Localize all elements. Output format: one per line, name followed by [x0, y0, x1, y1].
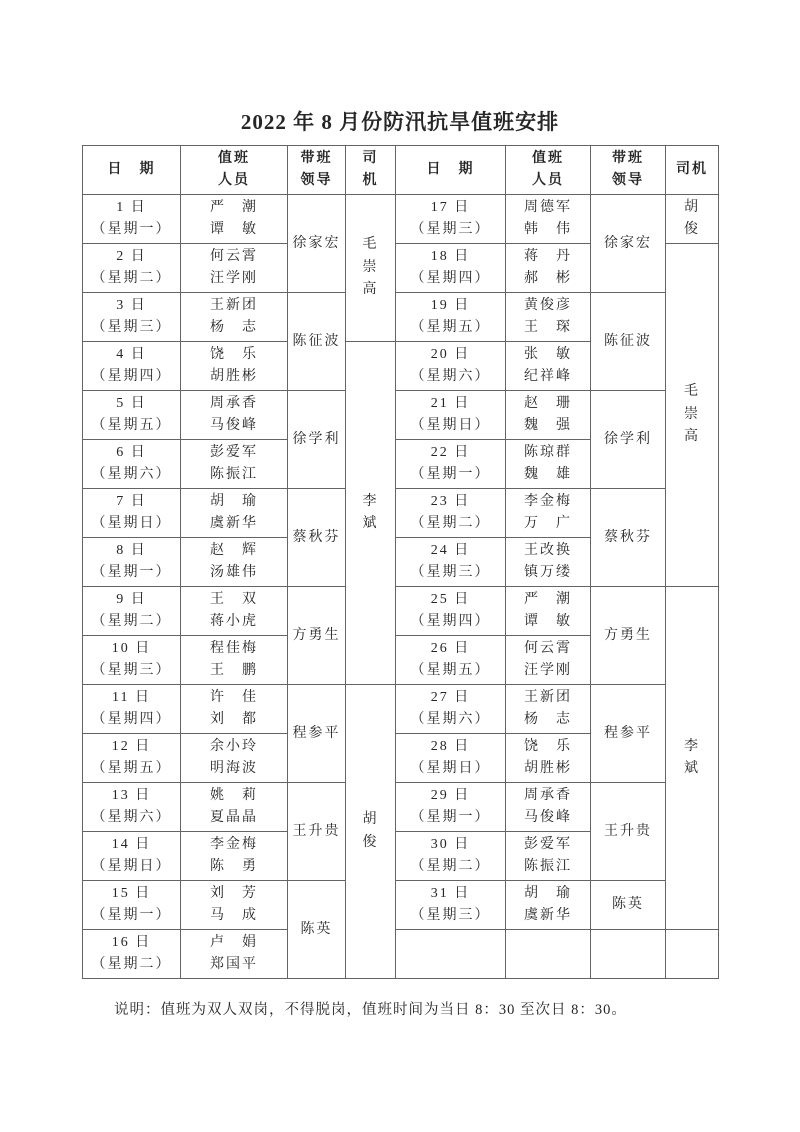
driver-cell [666, 930, 719, 979]
cell-line: 带班 [300, 151, 333, 167]
cell-line: 赵 辉 [210, 543, 258, 559]
cell-line: 机 [362, 173, 379, 188]
cell-line: 2 日 [116, 249, 147, 265]
cell-line: 17 日 [430, 200, 471, 216]
date-cell [83, 783, 181, 832]
cell-line: （星期六） [91, 810, 172, 825]
leader-cell: 徐学利 [591, 391, 666, 489]
cell-line: 王 双 [210, 592, 258, 608]
staff-cell [181, 440, 288, 489]
cell-line: 严 潮 [210, 200, 258, 216]
date-cell [396, 195, 506, 244]
cell-line: 带班 [612, 151, 644, 167]
date-cell [396, 391, 506, 440]
column-header [396, 146, 506, 195]
cell-line: 王 琛 [524, 320, 572, 335]
table-row [83, 587, 719, 636]
header-row [83, 146, 719, 195]
leader-cell: 徐家宏 [288, 195, 346, 293]
cell-line: 程佳梅 [210, 641, 258, 657]
driver-cell [666, 195, 719, 244]
cell-line: 12 日 [111, 739, 152, 755]
cell-line: （星期五） [410, 320, 491, 335]
driver-cell [346, 342, 396, 685]
staff-cell [506, 342, 591, 391]
cell-line: 13 日 [111, 788, 152, 804]
table-row [83, 685, 719, 734]
date-cell [83, 293, 181, 342]
table-row [83, 293, 719, 342]
cell-line: （星期日） [410, 418, 491, 433]
cell-line: 司 [362, 151, 379, 167]
date-cell [396, 783, 506, 832]
cell-line: 胡胜彬 [524, 761, 572, 776]
date-cell [83, 587, 181, 636]
cell-line: 胡胜彬 [210, 369, 258, 384]
cell-line: （星期二） [410, 859, 491, 874]
cell-line: 卢 娟 [210, 935, 258, 951]
cell-line: 汤雄伟 [210, 565, 258, 580]
cell-line: 人员 [532, 173, 564, 188]
cell-line: 1 日 [116, 200, 147, 216]
cell-line: 魏 雄 [524, 467, 572, 482]
cell-line: 9 日 [116, 592, 147, 608]
cell-line: 刘 都 [210, 712, 258, 727]
table-header [83, 146, 719, 195]
staff-cell [506, 734, 591, 783]
cell-line: （星期二） [91, 271, 172, 286]
date-cell [396, 293, 506, 342]
staff-cell [181, 881, 288, 930]
cell-line: （星期一） [410, 467, 491, 482]
cell-line: 陈 勇 [210, 859, 258, 874]
leader-cell: 徐家宏 [591, 195, 666, 293]
cell-line: 10 日 [111, 641, 152, 657]
staff-cell [506, 636, 591, 685]
table-body [83, 195, 719, 979]
cell-line: 3 日 [116, 298, 147, 314]
staff-cell [181, 636, 288, 685]
cell-line: 29 日 [430, 788, 471, 804]
cell-line: 姚 莉 [210, 788, 258, 804]
cell-line: 高 [684, 429, 700, 445]
cell-line: 30 日 [430, 837, 471, 853]
cell-line: （星期六） [410, 712, 491, 727]
cell-line: （星期一） [410, 810, 491, 825]
cell-line: 郝 彬 [524, 271, 572, 286]
cell-line: （星期四） [91, 712, 172, 727]
staff-cell [506, 783, 591, 832]
table-row [83, 489, 719, 538]
cell-line: 胡 瑜 [524, 886, 572, 902]
cell-line: （星期一） [91, 908, 172, 923]
cell-line: 严 潮 [524, 592, 572, 608]
cell-line: （星期二） [91, 957, 172, 972]
column-header [83, 146, 181, 195]
cell-line: 彭爱军 [524, 837, 572, 853]
cell-line: 陈琼群 [524, 445, 572, 461]
staff-cell [181, 244, 288, 293]
staff-cell [506, 293, 591, 342]
cell-line: 杨 志 [524, 712, 572, 727]
date-cell [83, 244, 181, 293]
cell-line: （星期四） [410, 271, 491, 286]
leader-cell: 方勇生 [288, 587, 346, 685]
date-cell [396, 489, 506, 538]
cell-line: （星期三） [410, 565, 491, 580]
cell-line: （星期三） [410, 908, 491, 923]
date-cell [83, 342, 181, 391]
table-row [83, 930, 719, 979]
date-cell [396, 685, 506, 734]
cell-line: 王新团 [210, 298, 258, 314]
cell-line: 日 期 [107, 162, 156, 178]
staff-cell [506, 930, 591, 979]
cell-line: 毛 [362, 237, 379, 253]
cell-line: 22 日 [430, 445, 471, 461]
cell-line: 余小玲 [210, 739, 258, 755]
column-header [666, 146, 719, 195]
cell-line: 陈振江 [524, 859, 572, 874]
leader-cell: 蔡秋芬 [591, 489, 666, 587]
cell-line: 16 日 [111, 935, 152, 951]
table-row [83, 195, 719, 244]
cell-line: （星期一） [91, 222, 172, 237]
cell-line: 24 日 [430, 543, 471, 559]
staff-cell [506, 685, 591, 734]
staff-cell [181, 391, 288, 440]
cell-line: 谭 敏 [210, 222, 258, 237]
cell-line: 俊 [684, 222, 700, 237]
leader-cell: 陈英 [288, 881, 346, 979]
cell-line: 李 [362, 493, 379, 509]
cell-line: （星期五） [91, 418, 172, 433]
date-cell [83, 440, 181, 489]
cell-line: 陈振江 [210, 467, 258, 482]
column-header [181, 146, 288, 195]
date-cell [396, 881, 506, 930]
cell-line: 蒋 丹 [524, 249, 572, 265]
cell-line: 纪祥峰 [524, 369, 572, 384]
cell-line: 4 日 [116, 347, 147, 363]
table-row [83, 783, 719, 832]
cell-line: （星期二） [91, 614, 172, 629]
cell-line: 何云霄 [524, 641, 572, 657]
staff-cell [506, 195, 591, 244]
date-cell [83, 930, 181, 979]
cell-line: 刘 芳 [210, 886, 258, 902]
cell-line: 马俊峰 [524, 810, 572, 825]
staff-cell [181, 342, 288, 391]
date-cell [83, 195, 181, 244]
cell-line: （星期三） [91, 320, 172, 335]
cell-line: 20 日 [430, 347, 471, 363]
cell-line: （星期四） [91, 369, 172, 384]
date-cell [396, 342, 506, 391]
cell-line: 俊 [362, 834, 379, 850]
cell-line: 胡 [684, 199, 700, 215]
driver-cell [666, 587, 719, 930]
cell-line: 斌 [684, 761, 700, 776]
note-text: 说明：值班为双人双岗，不得脱岗，值班时间为当日 8：30 至次日 8：30。 [114, 1002, 627, 1018]
column-header [591, 146, 666, 195]
date-cell [396, 538, 506, 587]
cell-line: 值班 [218, 151, 250, 167]
table-row [83, 881, 719, 930]
staff-cell [181, 930, 288, 979]
cell-line: 领导 [612, 173, 644, 188]
cell-line: 王 鹏 [210, 663, 258, 678]
staff-cell [506, 489, 591, 538]
cell-line: 毛 [684, 384, 700, 400]
cell-line: （星期三） [91, 663, 172, 678]
cell-line: 司机 [676, 162, 708, 178]
cell-line: 19 日 [430, 298, 471, 314]
staff-cell [181, 489, 288, 538]
cell-line: 马俊峰 [210, 418, 258, 433]
cell-line: 周承香 [524, 788, 572, 804]
cell-line: （星期日） [91, 516, 172, 531]
cell-line: 彭爱军 [210, 445, 258, 461]
cell-line: （星期四） [410, 614, 491, 629]
cell-line: 斌 [362, 516, 379, 531]
cell-line: 王改换 [524, 543, 572, 559]
cell-line: 7 日 [116, 494, 147, 510]
cell-line: （星期六） [91, 467, 172, 482]
date-cell [396, 636, 506, 685]
column-header [506, 146, 591, 195]
table-row [83, 391, 719, 440]
cell-line: 31 日 [430, 886, 471, 902]
page-title: 2022 年 8 月份防汛抗旱值班安排 [240, 110, 560, 134]
cell-line: 马 成 [210, 908, 258, 923]
cell-line: 27 日 [430, 690, 471, 706]
cell-line: 谭 敏 [524, 614, 572, 629]
staff-cell [181, 832, 288, 881]
date-cell [83, 489, 181, 538]
leader-cell: 陈英 [591, 881, 666, 930]
cell-line: 领导 [300, 173, 333, 188]
staff-cell [506, 538, 591, 587]
cell-line: （星期日） [410, 761, 491, 776]
staff-cell [506, 881, 591, 930]
cell-line: 21 日 [430, 396, 471, 412]
cell-line: 15 日 [111, 886, 152, 902]
cell-line: 虞新华 [210, 516, 258, 531]
cell-line: （星期五） [91, 761, 172, 776]
cell-line: 崇 [684, 406, 700, 422]
date-cell [83, 881, 181, 930]
cell-line: 韩 伟 [524, 222, 572, 237]
cell-line: 王新团 [524, 690, 572, 706]
cell-line: 郑国平 [210, 957, 258, 972]
leader-cell: 蔡秋芬 [288, 489, 346, 587]
column-header [288, 146, 346, 195]
date-cell [83, 636, 181, 685]
cell-line: 崇 [362, 259, 379, 275]
cell-line: 周德军 [524, 200, 572, 216]
cell-line: 明海波 [210, 761, 258, 776]
cell-line: 李金梅 [524, 494, 572, 510]
cell-line: 25 日 [430, 592, 471, 608]
cell-line: 周承香 [210, 396, 258, 412]
date-cell [396, 734, 506, 783]
cell-line: （星期五） [410, 663, 491, 678]
cell-line: 日 期 [426, 162, 475, 178]
date-cell [396, 832, 506, 881]
cell-line: （星期日） [91, 859, 172, 874]
staff-cell [181, 195, 288, 244]
cell-line: 蒋小虎 [210, 614, 258, 629]
cell-line: 28 日 [430, 739, 471, 755]
staff-cell [181, 685, 288, 734]
driver-cell [666, 244, 719, 587]
column-header [346, 146, 396, 195]
date-cell [83, 832, 181, 881]
staff-cell [506, 587, 591, 636]
date-cell [83, 391, 181, 440]
staff-cell [181, 783, 288, 832]
date-cell [83, 685, 181, 734]
leader-cell [591, 930, 666, 979]
cell-line: 值班 [532, 151, 564, 167]
cell-line: 夏晶晶 [210, 810, 258, 825]
cell-line: 14 日 [111, 837, 152, 853]
cell-line: 饶 乐 [524, 739, 572, 755]
cell-line: 李 [684, 738, 700, 754]
cell-line: （星期一） [91, 565, 172, 580]
cell-line: 胡 瑜 [210, 494, 258, 510]
cell-line: 李金梅 [210, 837, 258, 853]
staff-cell [181, 734, 288, 783]
staff-cell [506, 244, 591, 293]
date-cell [396, 930, 506, 979]
date-cell [83, 538, 181, 587]
leader-cell: 王升贵 [288, 783, 346, 881]
cell-line: 魏 强 [524, 418, 572, 433]
driver-cell [346, 685, 396, 979]
cell-line: 6 日 [116, 445, 147, 461]
staff-cell [181, 538, 288, 587]
cell-line: （星期二） [410, 516, 491, 531]
cell-line: 张 敏 [524, 347, 572, 363]
cell-line: 汪学刚 [524, 663, 572, 678]
cell-line: 虞新华 [524, 908, 572, 923]
date-cell [396, 440, 506, 489]
staff-cell [181, 587, 288, 636]
cell-line: 高 [362, 282, 379, 298]
cell-line: （星期六） [410, 369, 491, 384]
cell-line: 8 日 [116, 543, 147, 559]
cell-line: 许 佳 [210, 690, 258, 706]
date-cell [396, 244, 506, 293]
leader-cell: 徐学利 [288, 391, 346, 489]
cell-line: 万 广 [524, 516, 572, 531]
cell-line: 饶 乐 [210, 347, 258, 363]
leader-cell: 程参平 [591, 685, 666, 783]
cell-line: 23 日 [430, 494, 471, 510]
cell-line: 杨 志 [210, 320, 258, 335]
cell-line: 汪学刚 [210, 271, 258, 286]
leader-cell: 王升贵 [591, 783, 666, 881]
cell-line: 镇万缕 [524, 565, 572, 580]
cell-line: 5 日 [116, 396, 147, 412]
cell-line: 胡 [362, 812, 379, 828]
cell-line: 黄俊彦 [524, 298, 572, 314]
cell-line: 人员 [218, 173, 250, 188]
cell-line: （星期三） [410, 222, 491, 237]
cell-line: 11 日 [112, 690, 151, 706]
date-cell [396, 587, 506, 636]
driver-cell [346, 195, 396, 342]
leader-cell: 程参平 [288, 685, 346, 783]
staff-cell [506, 440, 591, 489]
date-cell [83, 734, 181, 783]
duty-roster-table [82, 145, 719, 979]
staff-cell [181, 293, 288, 342]
leader-cell: 陈征波 [288, 293, 346, 391]
cell-line: 何云霄 [210, 249, 258, 265]
leader-cell: 方勇生 [591, 587, 666, 685]
cell-line: 26 日 [430, 641, 471, 657]
cell-line: 赵 珊 [524, 396, 572, 412]
cell-line: 18 日 [430, 249, 471, 265]
staff-cell [506, 832, 591, 881]
staff-cell [506, 391, 591, 440]
leader-cell: 陈征波 [591, 293, 666, 391]
